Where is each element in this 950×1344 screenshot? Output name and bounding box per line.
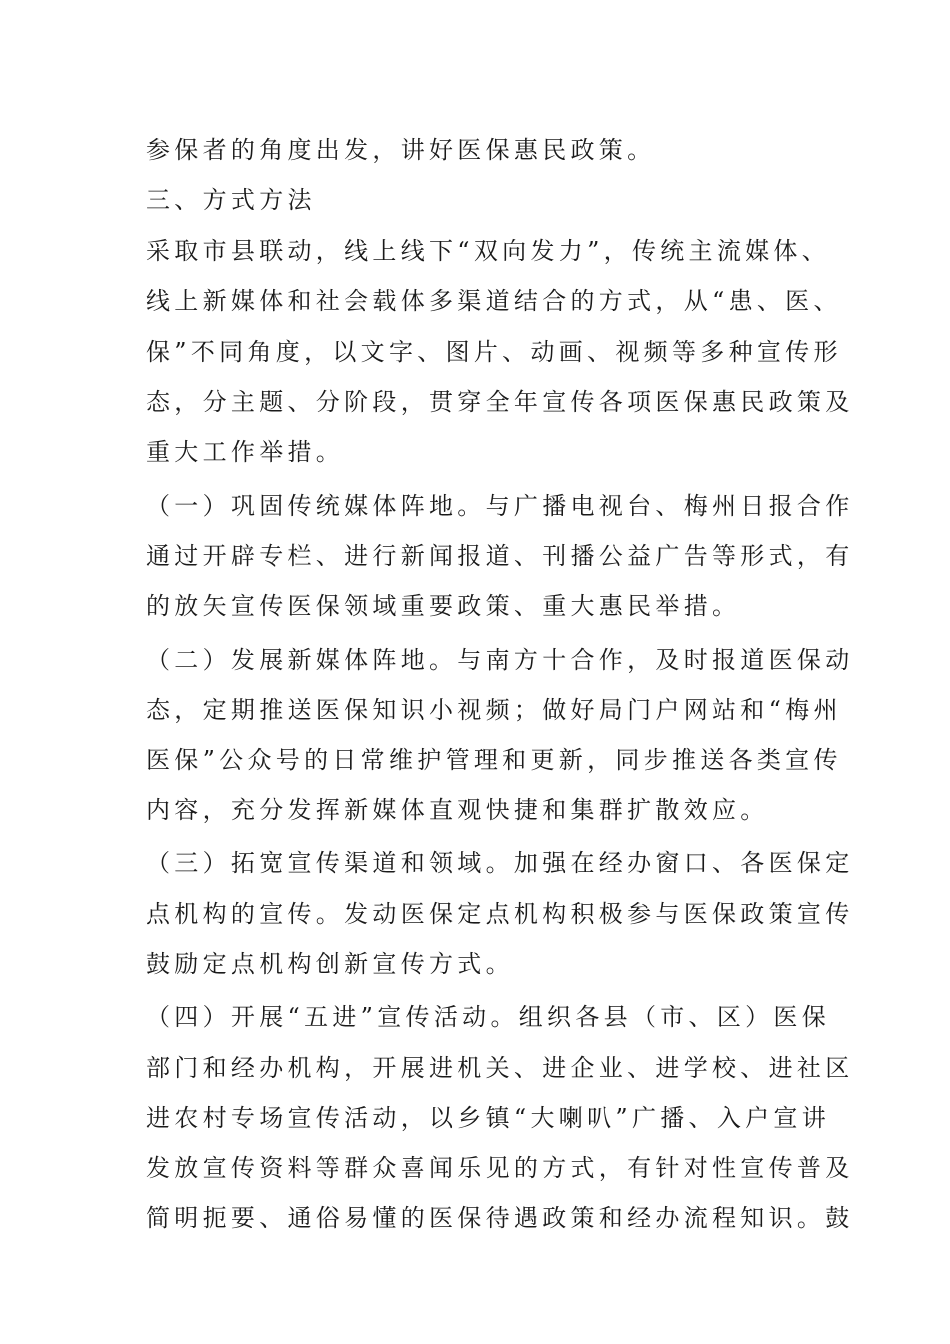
text-line: 参保者的角度出发，讲好医保惠民政策。 (146, 136, 656, 164)
text-line: 态，分主题、分阶段，贯穿全年宣传各项医保惠民政策及 (146, 388, 854, 416)
text-line: 重大工作举措。 (146, 438, 345, 466)
text-line: 的放矢宣传医保领域重要政策、重大惠民举措。 (146, 592, 741, 620)
text-line: （一）巩固传统媒体阵地。与广播电视台、梅州日报合作 (146, 492, 854, 520)
text-line: 采取市县联动，线上线下“双向发力”，传统主流媒体、 (146, 237, 831, 265)
text-line: 保”不同角度，以文字、图片、动画、视频等多种宣传形 (146, 338, 842, 366)
text-line: 医保”公众号的日常维护管理和更新，同步推送各类宣传 (146, 746, 842, 774)
section-heading: 三、方式方法 (146, 186, 316, 214)
text-line: （三）拓宽宣传渠道和领域。加强在经办窗口、各医保定 (146, 849, 854, 877)
text-line: 部门和经办机构，开展进机关、进企业、进学校、进社区 (146, 1054, 854, 1082)
text-line: 进农村专场宣传活动，以乡镇“大喇叭”广播、入户宣讲 (146, 1104, 831, 1132)
text-line: 通过开辟专栏、进行新闻报道、刊播公益广告等形式，有 (146, 542, 854, 570)
text-line: 内容，充分发挥新媒体直观快捷和集群扩散效应。 (146, 796, 769, 824)
text-line: 鼓励定点机构创新宣传方式。 (146, 950, 514, 978)
text-line: 点机构的宣传。发动医保定点机构积极参与医保政策宣传 (146, 900, 854, 928)
text-line: （四）开展“五进”宣传活动。组织各县（市、区）医保 (146, 1003, 831, 1031)
text-line: （二）发展新媒体阵地。与南方十合作，及时报道医保动 (146, 646, 854, 674)
text-line: 发放宣传资料等群众喜闻乐见的方式，有针对性宣传普及 (146, 1154, 854, 1182)
text-line: 态，定期推送医保知识小视频；做好局门户网站和“梅州 (146, 696, 842, 724)
text-line: 简明扼要、通俗易懂的医保待遇政策和经办流程知识。鼓 (146, 1204, 854, 1232)
text-line: 线上新媒体和社会载体多渠道结合的方式，从“患、医、 (146, 287, 842, 315)
